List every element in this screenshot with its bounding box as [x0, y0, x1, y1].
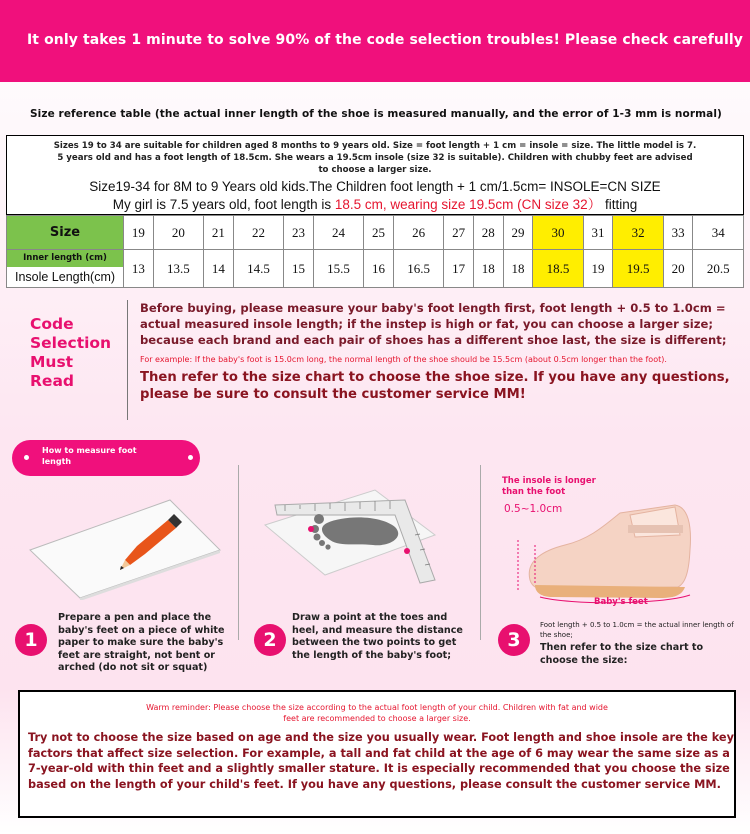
info-line-2: 5 years old and has a foot length of 18.5cm. She wears a 19.5cm insole (size 32 is suitable). Children with chubby feet are advised — [57, 153, 693, 163]
step-3-small-text: Foot length + 0.5 to 1.0cm = the actual inner length of the shoe; — [540, 621, 734, 639]
length-cell: 14 — [204, 250, 234, 288]
size-cell: 31 — [583, 216, 613, 250]
length-cell: 16 — [364, 250, 394, 288]
how-to-label: How to measure foot length — [42, 446, 137, 466]
step-2-badge: 2 — [254, 624, 286, 656]
length-cell: 18 — [503, 250, 533, 288]
length-cell: 13.5 — [153, 250, 203, 288]
length-cell: 20.5 — [693, 250, 744, 288]
info-small-text — [7, 136, 743, 176]
size-cell: 26 — [393, 216, 443, 250]
insole-longer-label: The insole is longer than the foot — [502, 476, 596, 497]
step-3-badge: 3 — [498, 624, 530, 656]
info-big-2a: My girl is 7.5 years old, foot length is — [112, 197, 335, 212]
size-info-box — [6, 135, 744, 215]
size-cell: 34 — [693, 216, 744, 250]
length-cell: 16.5 — [393, 250, 443, 288]
insole-length-label: Insole Length(cm) — [14, 270, 116, 284]
top-banner: It only takes 1 minute to solve 90% of the code selection troubles! Please check carefully — [0, 0, 750, 82]
warm-reminder-box — [18, 690, 736, 818]
info-line-1: Sizes 19 to 34 are suitable for children aged 8 months to 9 years old. Size = foot length + 1 cm = insole = size. The little model is 7. — [53, 141, 697, 151]
length-cell: 15.5 — [313, 250, 363, 288]
size-cell: 30 — [533, 216, 583, 250]
length-row — [7, 250, 744, 288]
separator — [480, 465, 481, 640]
size-cell: 24 — [313, 216, 363, 250]
size-row — [7, 216, 744, 250]
code-title-line: Read — [30, 372, 75, 390]
size-cell: 33 — [663, 216, 693, 250]
shoe-illustration — [510, 495, 740, 605]
size-cell: 28 — [473, 216, 503, 250]
size-cell: 27 — [444, 216, 474, 250]
length-cell: 14.5 — [233, 250, 283, 288]
how-to-measure-pill — [12, 440, 200, 476]
size-table — [6, 215, 744, 288]
size-cell: 32 — [613, 216, 663, 250]
code-title-line: Selection — [30, 334, 112, 352]
code-selection-text — [140, 300, 730, 403]
ruler-footprint-illustration — [255, 485, 455, 595]
warm-reminder-small: Warm reminder: Please choose the size according to the actual foot length of your child. Children with fat and wide feet are recommended to choose a larger size. — [146, 703, 608, 723]
length-cell: 18 — [473, 250, 503, 288]
info-big-2-red: 18.5 cm, wearing size 19.5cm (CN size 32） — [334, 197, 602, 212]
step-3-text: Then refer to the size chart to choose the size: — [540, 642, 704, 666]
code-selection-example: For example: If the baby's foot is 15.0cm long, the normal length of the shoe should be 15.5cm (about 0.5cm longer than the foot). — [140, 355, 667, 364]
range-label: 0.5~1.0cm — [504, 503, 563, 515]
step-1-text: Prepare a pen and place the baby's feet on a piece of white paper to make sure the baby's feet are straight, not bent or arched (do not sit or squat) — [58, 612, 225, 673]
size-cell: 25 — [364, 216, 394, 250]
heel-point-icon — [404, 548, 410, 554]
pill-dot-icon — [24, 455, 29, 460]
length-row-label — [7, 250, 124, 288]
inner-length-label: Inner length (cm) — [7, 250, 123, 267]
size-cell: 22 — [233, 216, 283, 250]
paper-pencil-illustration — [20, 480, 230, 600]
info-big-line-1: Size19-34 for 8M to 9 Years old kids.The Children foot length + 1 cm/1.5cm= INSOLE=CN SIZE — [89, 179, 661, 194]
length-cell: 17 — [444, 250, 474, 288]
length-cell: 13 — [124, 250, 154, 288]
size-reference-title: Size reference table (the actual inner length of the shoe is measured manually, and the error of 1-3 mm is normal) — [30, 108, 722, 120]
toe-point-icon — [308, 526, 314, 532]
code-selection-para-2: Then refer to the size chart to choose the shoe size. If you have any questions, please be sure to consult the customer service MM! — [140, 370, 730, 402]
length-cell: 18.5 — [533, 250, 583, 288]
separator — [238, 465, 239, 640]
size-row-label: Size — [7, 216, 124, 250]
info-big-line-2 — [7, 196, 743, 214]
size-cell: 19 — [124, 216, 154, 250]
info-big-2b: fitting — [604, 197, 638, 212]
length-cell: 19.5 — [613, 250, 663, 288]
code-title-line: Must — [30, 353, 74, 371]
warm-reminder-text: Try not to choose the size based on age and the size you usually wear. Foot length and shoe insole are the key factors that affect size selection. For example, a tall and fat child at the age of 6 may wear the same size as a 7-year-old with thin feet and a slightly smaller stature. It is especially recommended that you choose the size based on the length of your child's feet. If you have any questions, please consult the customer service MM. — [28, 731, 734, 791]
code-selection-para-1: Before buying, please measure your baby's foot length first, foot length + 0.5 to 1.0cm = actual measured insole length; if the instep is high or fat, you can choose a larger size; because each brand and each pair of shoes has a different shoe last, the size is different; — [140, 301, 727, 347]
divider — [127, 300, 128, 420]
info-line-3: to choose a larger size. — [318, 165, 432, 175]
shoe-icon — [529, 505, 690, 598]
size-cell: 23 — [284, 216, 314, 250]
step-2-text: Draw a point at the toes and heel, and measure the distance between the two points to get the length of the baby's foot; — [292, 612, 463, 661]
baby-feet-label: Baby's feet — [594, 597, 648, 607]
pill-dot-icon — [188, 455, 193, 460]
code-selection-title — [30, 315, 111, 391]
length-cell: 20 — [663, 250, 693, 288]
code-title-line: Code — [30, 315, 74, 333]
step-1-badge: 1 — [15, 624, 47, 656]
size-cell: 29 — [503, 216, 533, 250]
size-cell: 20 — [153, 216, 203, 250]
length-cell: 15 — [284, 250, 314, 288]
size-cell: 21 — [204, 216, 234, 250]
length-cell: 19 — [583, 250, 613, 288]
